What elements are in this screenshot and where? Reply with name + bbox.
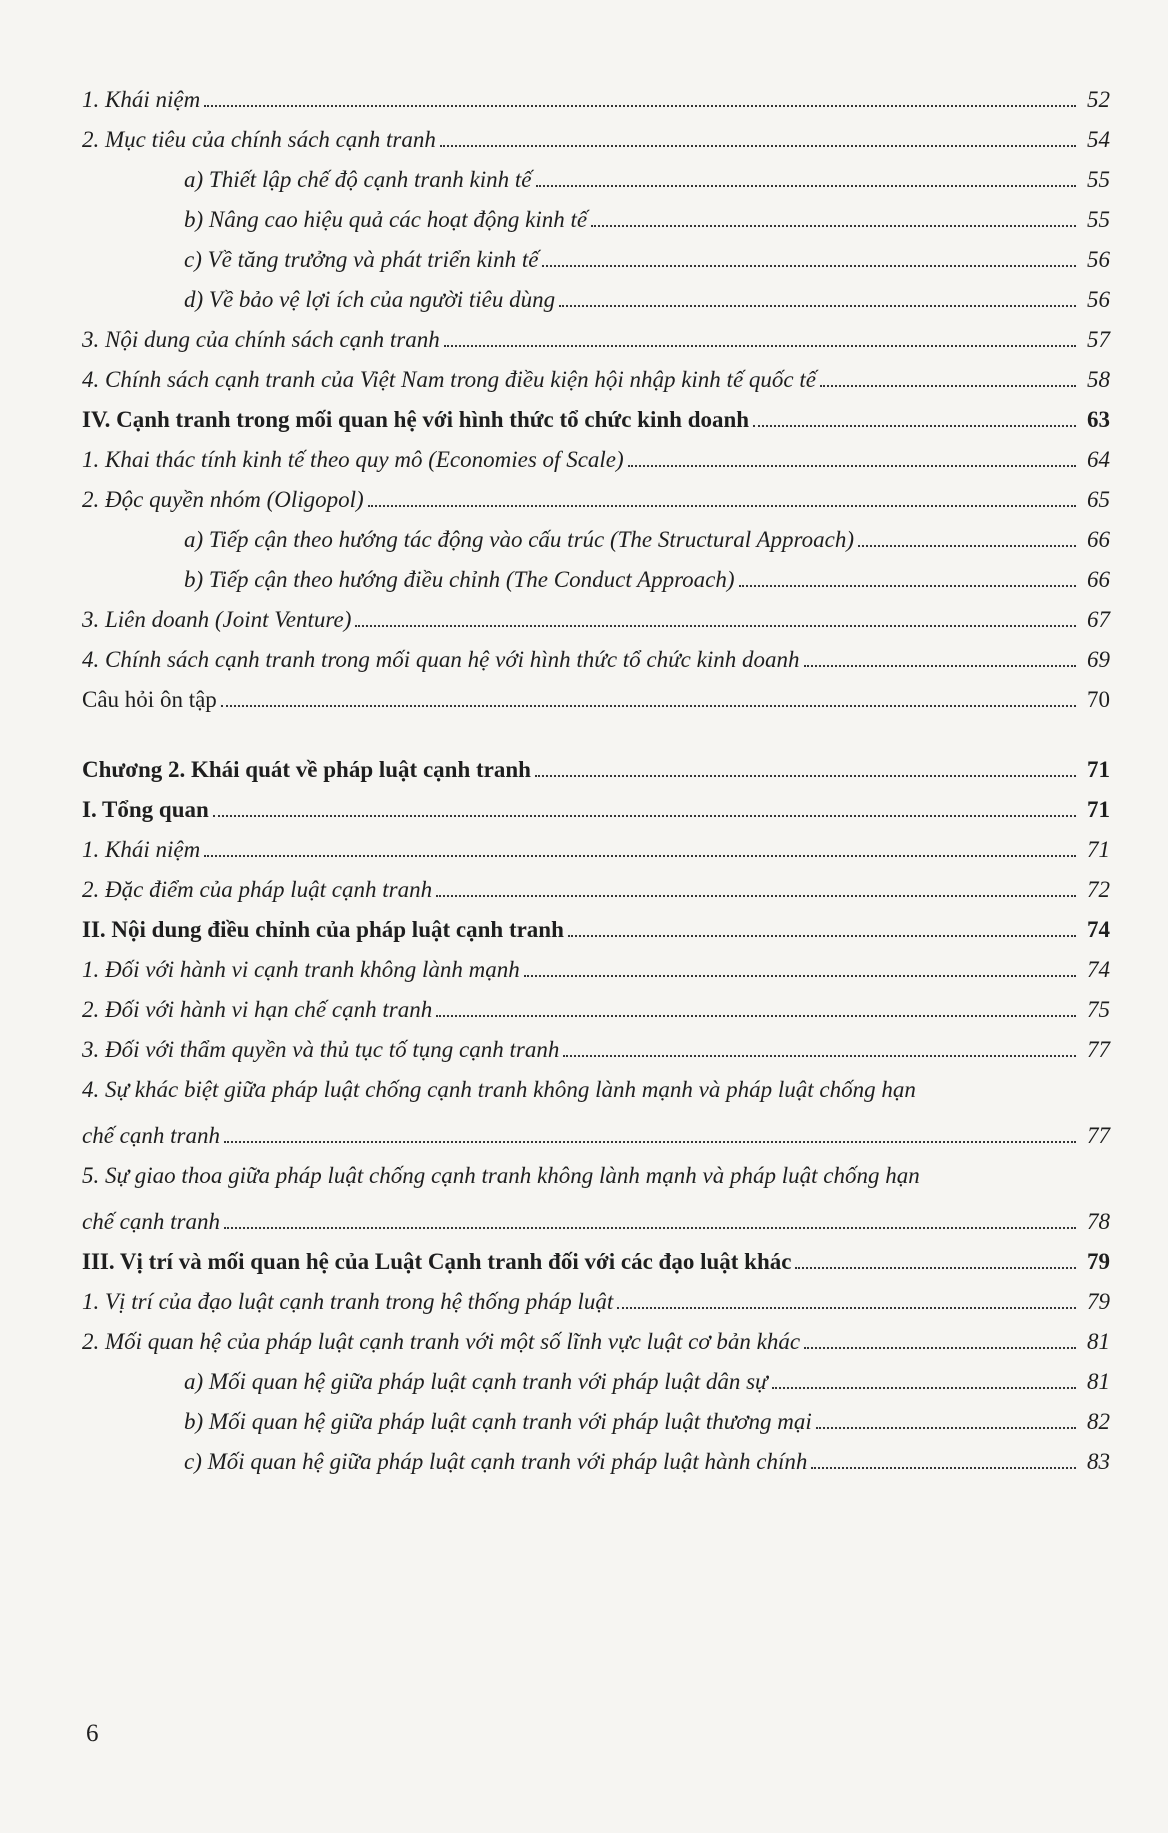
toc-entry — [184, 274, 1110, 314]
leader-dots — [816, 1426, 1076, 1429]
toc-entry-label: III. Vị trí và mối quan hệ của Luật Cạnh tranh đối với các đạo luật khác — [82, 1249, 792, 1274]
leader-dots — [444, 344, 1076, 347]
toc-entry-page: 83 — [1087, 1449, 1110, 1474]
toc-entry-label: 2. Đối với hành vi hạn chế cạnh tranh — [82, 997, 433, 1022]
toc-entry-page: 55 — [1087, 207, 1110, 232]
toc-entry — [82, 984, 1110, 1024]
toc-entry-page: 70 — [1087, 687, 1110, 712]
toc-entry-label: c) Mối quan hệ giữa pháp luật cạnh tranh với pháp luật hành chính — [184, 1449, 808, 1474]
toc-entry-page: 71 — [1087, 837, 1110, 862]
leader-dots — [858, 544, 1076, 547]
leader-dots — [617, 1306, 1076, 1309]
toc-entry-page: 74 — [1087, 917, 1110, 942]
toc-entry-label: 1. Khái niệm — [82, 87, 201, 112]
toc-entry-page: 77 — [1087, 1123, 1110, 1148]
toc-entry-page: 71 — [1087, 757, 1110, 782]
toc-entry-page: 81 — [1087, 1369, 1110, 1394]
leader-dots — [535, 774, 1076, 777]
toc-entry-label: a) Mối quan hệ giữa pháp luật cạnh tranh với pháp luật dân sự — [184, 1369, 768, 1394]
toc-entry-label: 2. Đặc điểm của pháp luật cạnh tranh — [82, 877, 433, 902]
toc-entry-page: 64 — [1087, 447, 1110, 472]
toc-entry — [82, 944, 1110, 984]
leader-dots — [753, 424, 1076, 427]
leader-dots — [563, 1054, 1076, 1057]
toc-entry-label: IV. Cạnh tranh trong mối quan hệ với hình thức tổ chức kinh doanh — [82, 407, 750, 432]
toc-entry — [184, 234, 1110, 274]
toc-entry — [82, 1316, 1110, 1356]
toc-entry-page: 74 — [1087, 957, 1110, 982]
toc-entry-label: 2. Mối quan hệ của pháp luật cạnh tranh với một số lĩnh vực luật cơ bản khác — [82, 1329, 801, 1354]
toc-entry-page: 56 — [1087, 287, 1110, 312]
leader-dots — [368, 504, 1076, 507]
toc-entry — [184, 514, 1110, 554]
toc-entry-label: 2. Độc quyền nhóm (Oligopol) — [82, 487, 364, 512]
page-number: 6 — [86, 1720, 99, 1747]
toc-section-heading — [82, 394, 1110, 434]
leader-dots — [536, 184, 1077, 187]
leader-dots — [436, 894, 1076, 897]
toc-entry-page: 66 — [1087, 567, 1110, 592]
toc-entry — [184, 554, 1110, 594]
toc-entry-page: 79 — [1087, 1289, 1110, 1314]
toc-entry — [82, 474, 1110, 514]
toc-entry — [82, 634, 1110, 674]
toc-entry-label: 1. Đối với hành vi cạnh tranh không lành mạnh — [82, 957, 520, 982]
toc-entry-continuation — [82, 1110, 1110, 1150]
toc-entry-label: b) Nâng cao hiệu quả các hoạt động kinh tế — [184, 207, 588, 232]
toc-entry-label: c) Về tăng trưởng và phát triển kinh tế — [184, 247, 539, 272]
toc-entry-page: 56 — [1087, 247, 1110, 272]
toc-entry-page: 78 — [1087, 1209, 1110, 1234]
leader-dots — [355, 624, 1076, 627]
toc-entry-page: 65 — [1087, 487, 1110, 512]
leader-dots — [440, 144, 1076, 147]
toc-section-heading — [82, 1236, 1110, 1276]
toc-entry-label: chế cạnh tranh — [82, 1123, 220, 1148]
toc-entry-label: a) Tiếp cận theo hướng tác động vào cấu trúc (The Structural Approach) — [184, 527, 855, 552]
leader-dots — [224, 1226, 1076, 1229]
leader-dots — [568, 934, 1076, 937]
toc-entry-label: b) Tiếp cận theo hướng điều chỉnh (The Conduct Approach) — [184, 567, 735, 592]
leader-dots — [772, 1386, 1076, 1389]
toc-entry-page: 71 — [1087, 797, 1110, 822]
toc-entry — [184, 154, 1110, 194]
leader-dots — [436, 1014, 1076, 1017]
leader-dots — [221, 704, 1076, 707]
leader-dots — [628, 464, 1076, 467]
toc-entry-page: 57 — [1087, 327, 1110, 352]
toc-entry — [82, 824, 1110, 864]
toc-entry — [82, 864, 1110, 904]
toc-entry-page: 63 — [1087, 407, 1110, 432]
leader-dots — [224, 1140, 1076, 1143]
toc-entry — [82, 74, 1110, 114]
toc-entry-page: 75 — [1087, 997, 1110, 1022]
toc-entry-label: 4. Chính sách cạnh tranh của Việt Nam trong điều kiện hội nhập kinh tế quốc tế — [82, 367, 816, 392]
toc-entry — [82, 114, 1110, 154]
toc-entry — [82, 1276, 1110, 1316]
toc-entry-label: 3. Nội dung của chính sách cạnh tranh — [82, 327, 440, 352]
toc-section-heading — [82, 904, 1110, 944]
toc-section-heading — [82, 784, 1110, 824]
toc-entry-label: 1. Khái niệm — [82, 837, 201, 862]
toc-entry-label: d) Về bảo vệ lợi ích của người tiêu dùng — [184, 287, 556, 312]
toc-entry — [82, 354, 1110, 394]
toc-entry — [82, 674, 1110, 714]
toc-entry-first-line: 5. Sự giao thoa giữa pháp luật chống cạnh tranh không lành mạnh và pháp luật chống hạn — [82, 1163, 920, 1188]
toc-entry-label: 3. Đối với thẩm quyền và thủ tục tố tụng cạnh tranh — [82, 1037, 560, 1062]
toc-entry — [82, 434, 1110, 474]
toc-entry-page: 79 — [1087, 1249, 1110, 1274]
toc-chapter-heading — [82, 744, 1110, 784]
toc-entry-label: a) Thiết lập chế độ cạnh tranh kinh tế — [184, 167, 532, 192]
toc-entry-page: 77 — [1087, 1037, 1110, 1062]
leader-dots — [542, 264, 1076, 267]
toc-entry-label: 4. Chính sách cạnh tranh trong mối quan hệ với hình thức tổ chức kinh doanh — [82, 647, 800, 672]
toc-entry — [82, 1024, 1110, 1064]
toc-entry-label: b) Mối quan hệ giữa pháp luật cạnh tranh với pháp luật thương mại — [184, 1409, 812, 1434]
leader-dots — [204, 104, 1076, 107]
toc-entry-page: 66 — [1087, 527, 1110, 552]
leader-dots — [804, 1346, 1076, 1349]
toc-entry-continuation — [82, 1196, 1110, 1236]
toc-entry — [184, 1436, 1110, 1476]
toc-entry-page: 55 — [1087, 167, 1110, 192]
toc-entry-label: 1. Vị trí của đạo luật cạnh tranh trong hệ thống pháp luật — [82, 1289, 614, 1314]
toc-entry-label: I. Tổng quan — [82, 797, 209, 822]
leader-dots — [795, 1266, 1076, 1269]
leader-dots — [811, 1466, 1076, 1469]
toc-entry-page: 58 — [1087, 367, 1110, 392]
toc-entry-page: 52 — [1087, 87, 1110, 112]
leader-dots — [820, 384, 1076, 387]
toc-entry — [184, 1396, 1110, 1436]
leader-dots — [559, 304, 1076, 307]
toc-entry — [82, 594, 1110, 634]
toc-entry-label: chế cạnh tranh — [82, 1209, 220, 1234]
toc-entry-page: 67 — [1087, 607, 1110, 632]
toc-entry-label: Chương 2. Khái quát về pháp luật cạnh tranh — [82, 757, 531, 782]
toc-entry-first-line: 4. Sự khác biệt giữa pháp luật chống cạnh tranh không lành mạnh và pháp luật chống hạn — [82, 1077, 916, 1102]
toc-entry-label: 3. Liên doanh (Joint Venture) — [82, 607, 352, 632]
leader-dots — [739, 584, 1076, 587]
toc-entry-page: 72 — [1087, 877, 1110, 902]
toc-entry-label: II. Nội dung điều chỉnh của pháp luật cạnh tranh — [82, 917, 564, 942]
toc-entry-label: 2. Mục tiêu của chính sách cạnh tranh — [82, 127, 436, 152]
toc-entry — [184, 194, 1110, 234]
toc-entry — [184, 1356, 1110, 1396]
leader-dots — [524, 974, 1076, 977]
toc-entry-page: 81 — [1087, 1329, 1110, 1354]
leader-dots — [804, 664, 1077, 667]
leader-dots — [204, 854, 1076, 857]
toc-entry-label: 1. Khai thác tính kinh tế theo quy mô (Economies of Scale) — [82, 447, 624, 472]
toc-entry-label: Câu hỏi ôn tập — [82, 687, 217, 712]
toc-entry-page: 54 — [1087, 127, 1110, 152]
leader-dots — [591, 224, 1076, 227]
toc-entry — [82, 314, 1110, 354]
toc-entry-page: 69 — [1087, 647, 1110, 672]
toc-entry-page: 82 — [1087, 1409, 1110, 1434]
leader-dots — [213, 814, 1076, 817]
